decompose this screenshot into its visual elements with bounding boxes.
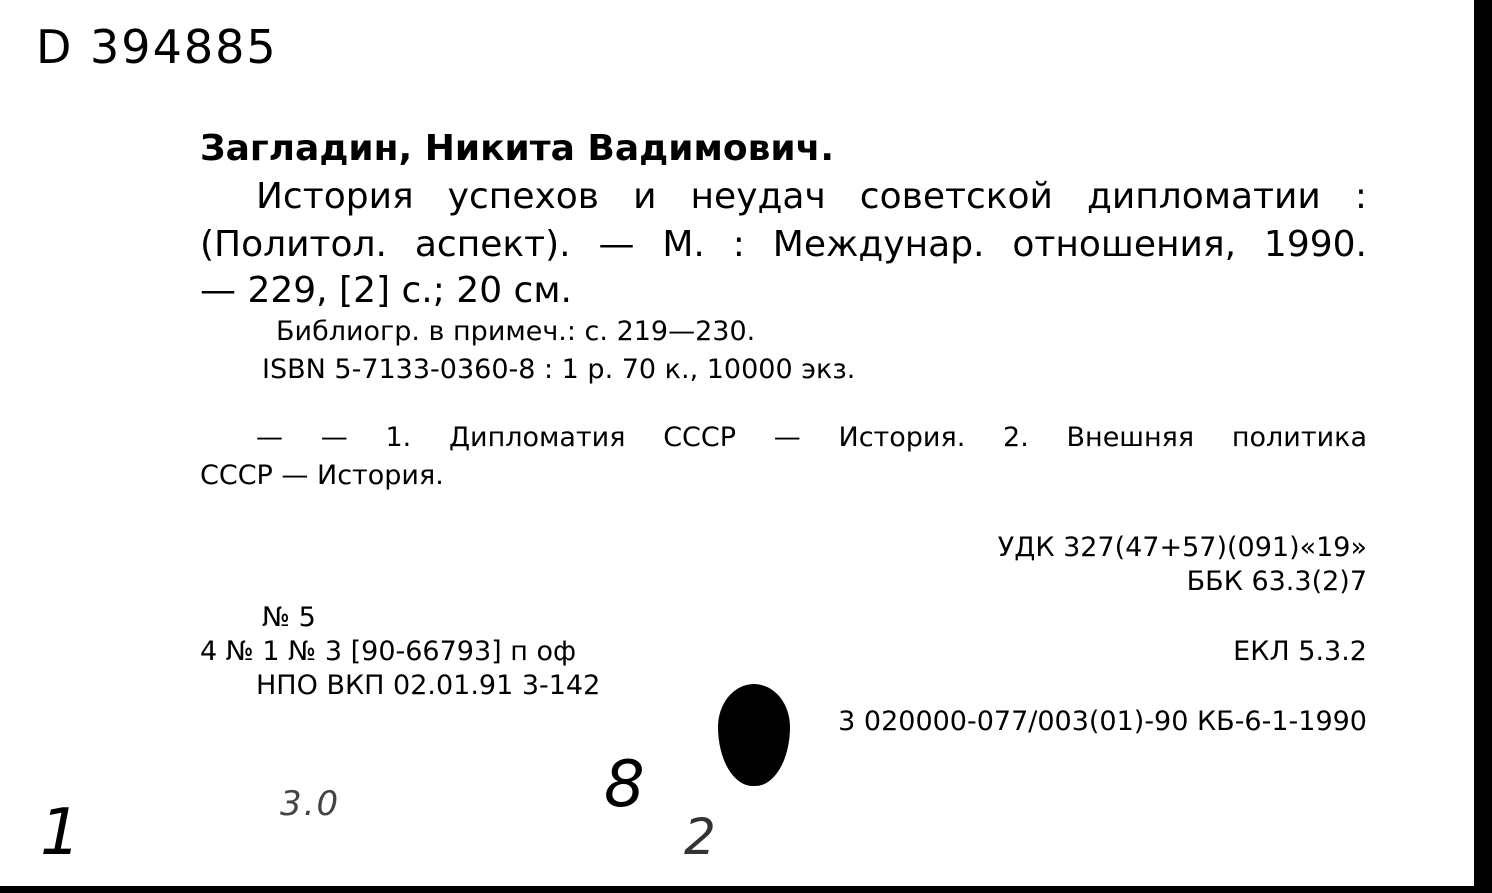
title-line-3: — 229, [2] с.; 20 см. bbox=[200, 270, 572, 311]
npo-line: НПО ВКП 02.01.91 3-142 bbox=[256, 670, 601, 701]
number-mark: № 5 bbox=[262, 602, 316, 633]
ekl-code: ЕКЛ 5.3.2 bbox=[1233, 636, 1367, 667]
author-heading: Загладин, Никита Вадимович. bbox=[200, 128, 835, 169]
title-line-2: (Политол. аспект). — М. : Междунар. отношения, 1990. bbox=[200, 224, 1367, 265]
handwritten-mark-1: 1 bbox=[40, 796, 83, 870]
bbk-code: ББК 63.3(2)7 bbox=[1186, 566, 1367, 597]
handwritten-mark-3: 8 bbox=[604, 748, 647, 822]
handwritten-mark-4: 2 bbox=[684, 808, 718, 866]
title-line-1: История успехов и неудач советской дипломатии : bbox=[256, 176, 1367, 217]
code-line: 3 020000-077/003(01)-90 КБ-6-1-1990 bbox=[838, 706, 1367, 737]
subjects-line-2: СССР — История. bbox=[200, 460, 444, 491]
handwritten-mark-2: 3.0 bbox=[280, 784, 341, 824]
isbn-line: ISBN 5-7133-0360-8 : 1 р. 70 к., 10000 экз. bbox=[262, 354, 856, 385]
udk-code: УДК 327(47+57)(091)«19» bbox=[997, 532, 1367, 563]
order-line: 4 № 1 № 3 [90-66793] п оф bbox=[200, 636, 577, 667]
subjects-line-1: — — 1. Дипломатия СССР — История. 2. Внешняя политика bbox=[256, 422, 1367, 453]
ink-blot bbox=[718, 684, 790, 786]
bibliography-note: Библиогр. в примеч.: с. 219—230. bbox=[276, 316, 756, 347]
handwritten-call-number: D 394885 bbox=[36, 20, 278, 74]
